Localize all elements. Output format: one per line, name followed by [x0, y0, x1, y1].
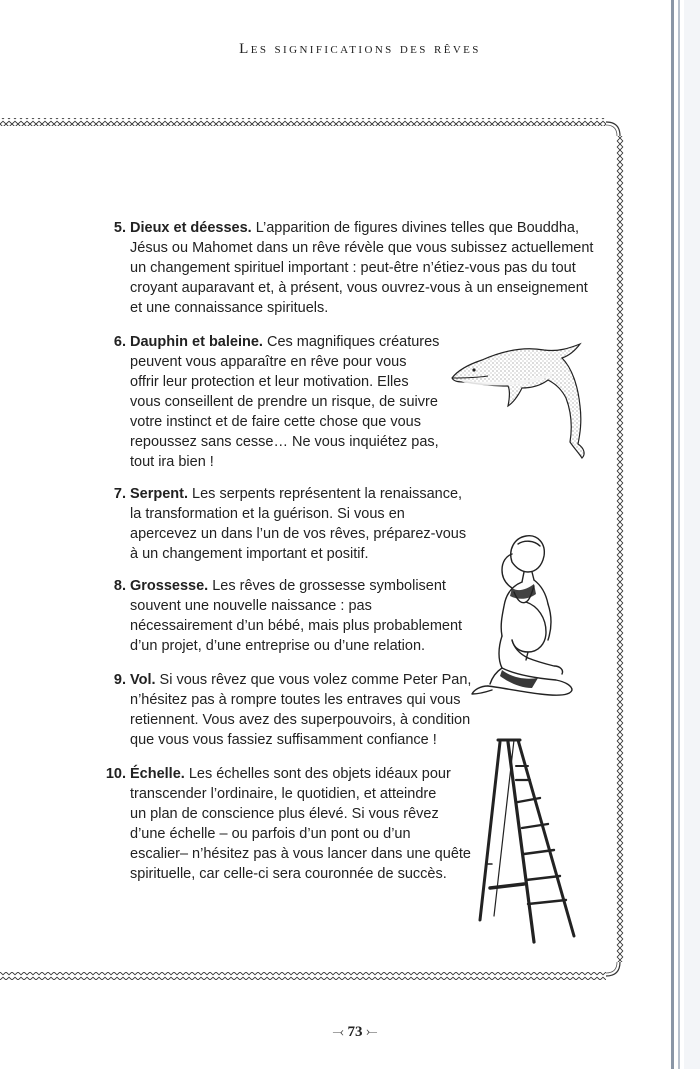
item-term: Vol.	[130, 672, 156, 688]
item-number: 10.	[105, 766, 126, 782]
item-text: Échelle. Les échelles sont des objets idéaux pour transcender l’ordinaire, le quotidien, et atteindre un plan de conscience plus élevé. Si vous rêvez d’une échelle – ou parfois d’un pont ou d’un escalier– n’hésitez pas à vous lancer dans une quête spirituelle, car celle-ci sera couronnée de succès.	[130, 766, 471, 882]
item-text: Serpent. Les serpents représentent la renaissance, la transformation et la guérison. Si vous en apercevez un dans l’un de vos rêves, préparez-vous à un changement important et positif.	[130, 486, 467, 562]
list-item	[92, 218, 593, 318]
page-number-value: 73	[347, 1024, 363, 1040]
book-spine-edge	[671, 0, 674, 1069]
book-spine-edge-inner	[678, 0, 680, 1069]
item-term: Serpent.	[130, 486, 189, 502]
item-number: 9.	[113, 672, 126, 688]
list-item	[92, 332, 439, 472]
list-item	[92, 484, 466, 564]
item-term: Échelle.	[130, 766, 185, 782]
item-number: 7.	[113, 486, 126, 502]
folio-ornament-left: ⤙	[332, 1025, 344, 1040]
item-text: Dieux et déesses. L’apparition de figures divines telles que Bouddha, Jésus ou Mahomet dans un rêve révèle que vous subissez actuellement un changement spirituel important : peut-être n’étiez-vous pas du tout croyant auparavant et, à présent, vous ouvrez-vous à un enseignement et une connaissance spirituels.	[130, 220, 594, 316]
folio-ornament-right: ⤚	[366, 1025, 378, 1040]
item-term: Grossesse.	[130, 578, 209, 594]
running-head: Les significations des rêves	[239, 41, 481, 57]
item-term: Dauphin et baleine.	[130, 334, 263, 350]
pregnant-woman-illustration	[468, 532, 584, 700]
list-item	[92, 576, 462, 656]
ladder-illustration	[468, 736, 584, 946]
dolphin-illustration	[448, 334, 590, 462]
book-spine-shade	[684, 0, 700, 1069]
item-term: Dieux et déesses.	[130, 220, 252, 236]
item-text: Vol. Si vous rêvez que vous volez comme Peter Pan, n’hésitez pas à rompre toutes les entraves qui vous retiennent. Vous avez des superpouvoirs, à condition que vous vous fassiez suffisamment confiance !	[130, 672, 472, 748]
list-item	[92, 764, 471, 884]
item-number: 6.	[113, 334, 126, 350]
item-text: Grossesse. Les rêves de grossesse symbolisent souvent une nouvelle naissance : pas nécessairement d’un bébé, mais plus probablement d’un projet, d’une entreprise ou d’une relation.	[130, 578, 463, 654]
item-text: Dauphin et baleine. Ces magnifiques créatures peuvent vous apparaître en rêve pour vous offrir leur protection et leur motivation. Elles vous conseillent de prendre un risque, de suivre votre instinct et de faire cette chose que vous repoussez sans cesse… Ne vous inquiétez pas, tout ira bien !	[130, 334, 440, 470]
item-number: 5.	[113, 220, 126, 236]
item-number: 8.	[113, 578, 126, 594]
page-number	[300, 1024, 410, 1041]
list-item	[92, 670, 471, 750]
